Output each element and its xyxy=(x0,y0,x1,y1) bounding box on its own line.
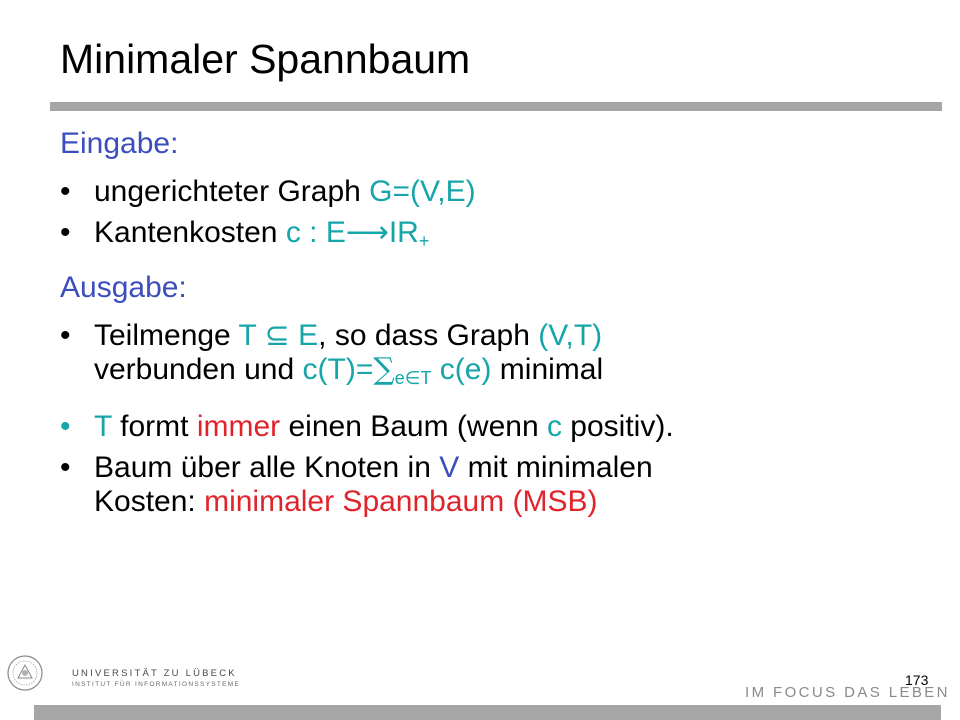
math-cost-function: c : E⟶IR xyxy=(285,216,419,249)
math-cost-total: c(T)= xyxy=(302,353,374,386)
slide-content xyxy=(60,120,940,519)
math-v: V xyxy=(439,451,460,484)
bullet-text: Kantenkosten xyxy=(94,216,286,249)
bullet-text: formt xyxy=(111,410,197,443)
emphasis-text: minimaler Spannbaum (MSB) xyxy=(204,485,598,518)
list-item xyxy=(60,451,940,519)
bullet-text: Kosten: xyxy=(94,485,205,518)
math-t: T xyxy=(94,410,112,443)
math-c: c xyxy=(546,410,562,443)
footer-bar xyxy=(34,705,941,720)
list-item xyxy=(60,175,940,209)
slogan: IM FOCUS DAS LEBEN xyxy=(745,684,950,701)
bullet-text: Baum über alle Knoten in xyxy=(94,451,440,484)
university-name: UNIVERSITÄT ZU LÜBECK xyxy=(72,668,237,679)
emphasis-text: immer xyxy=(196,410,281,443)
bullet-text: minimal xyxy=(491,353,604,386)
bullet-icon: • xyxy=(60,216,71,249)
input-heading: Eingabe: xyxy=(60,127,179,160)
institute-name: INSTITUT FÜR INFORMATIONSSYSTEME xyxy=(72,681,241,688)
title-divider xyxy=(50,102,942,111)
bullet-text: Teilmenge xyxy=(94,319,239,352)
math-subscript: + xyxy=(418,231,430,251)
bullet-text: positiv). xyxy=(561,410,674,443)
list-item xyxy=(60,216,940,250)
bullet-text: einen Baum (wenn xyxy=(280,410,547,443)
sigma-symbol: ∑ xyxy=(373,352,395,387)
math-subscript: e∈T xyxy=(394,368,432,388)
slide-title: Minimaler Spannbaum xyxy=(60,36,471,82)
math-edge-cost: c(e) xyxy=(431,353,492,386)
math-subgraph: (V,T) xyxy=(538,319,603,352)
math-subset: T ⊆ E xyxy=(238,319,319,352)
bullet-icon: • xyxy=(60,319,71,352)
output-heading: Ausgabe: xyxy=(60,271,187,304)
bullet-text: ungerichteter Graph xyxy=(94,175,370,208)
bullet-text: , so dass Graph xyxy=(318,319,539,352)
bullet-icon: • xyxy=(60,410,71,443)
bullet-icon: • xyxy=(60,451,71,484)
bullet-text: mit minimalen xyxy=(459,451,653,484)
list-item xyxy=(60,319,940,387)
math-graph: G=(V,E) xyxy=(369,175,476,208)
university-seal-icon xyxy=(6,654,44,692)
list-item xyxy=(60,410,940,444)
bullet-text: verbunden und xyxy=(94,353,303,386)
bullet-icon: • xyxy=(60,175,71,208)
page-number: 173 xyxy=(905,672,929,688)
